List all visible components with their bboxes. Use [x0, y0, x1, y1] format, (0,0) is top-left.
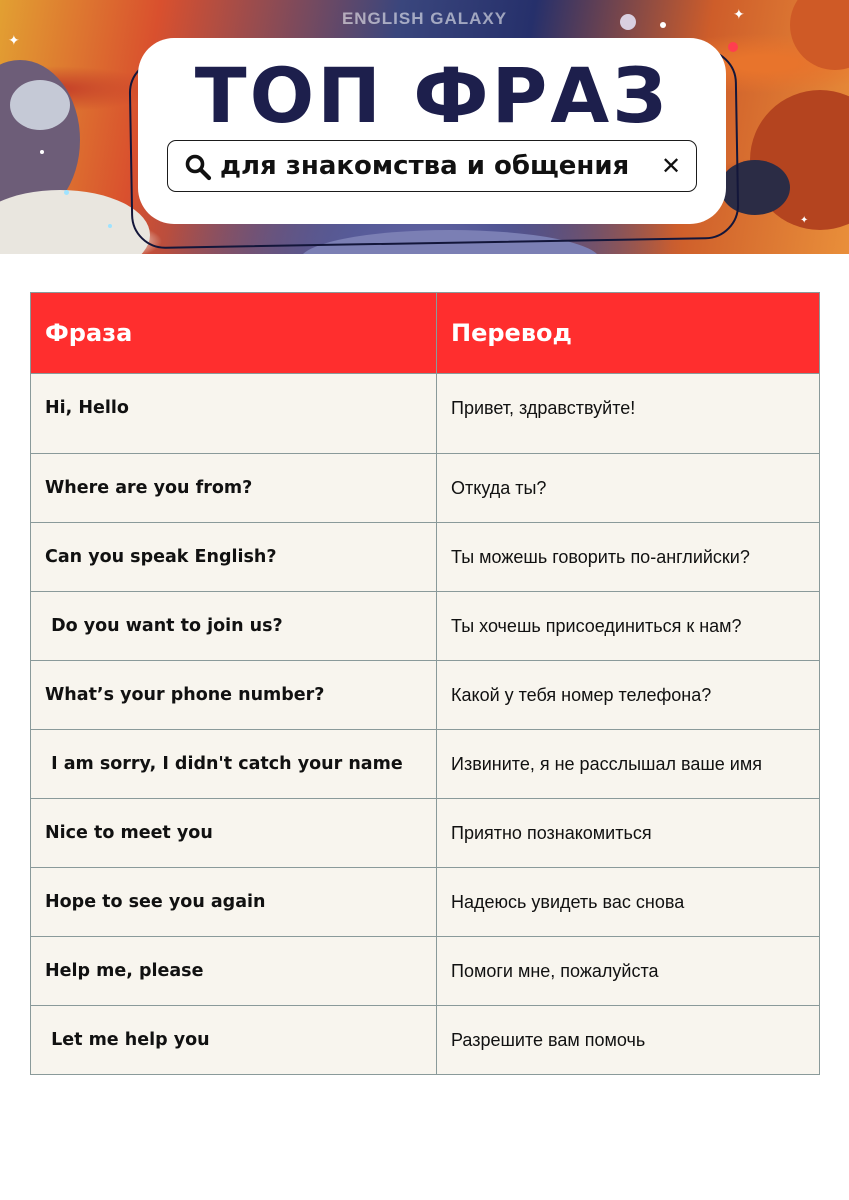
star-icon: ✦ — [733, 7, 745, 23]
phrase-cell: Where are you from? — [31, 454, 437, 523]
table-row — [31, 592, 820, 661]
phrase-cell: Let me help you — [31, 1006, 437, 1075]
table-row — [31, 937, 820, 1006]
column-header-phrase: Фраза — [31, 293, 437, 374]
table-row — [31, 454, 820, 523]
translation-cell: Надеюсь увидеть вас снова — [437, 868, 820, 937]
table-row — [31, 799, 820, 868]
phrase-cell: Help me, please — [31, 937, 437, 1006]
search-bar — [167, 140, 697, 192]
translation-cell: Откуда ты? — [437, 454, 820, 523]
translation-cell: Извините, я не расслышал ваше имя — [437, 730, 820, 799]
column-header-translation: Перевод — [437, 293, 820, 374]
star-dot — [728, 42, 738, 52]
phrase-cell: Hope to see you again — [31, 868, 437, 937]
translation-cell: Ты хочешь присоединиться к нам? — [437, 592, 820, 661]
phrase-cell: Can you speak English? — [31, 523, 437, 592]
translation-cell: Помоги мне, пожалуйста — [437, 937, 820, 1006]
phrases-table — [30, 292, 820, 1075]
brand-logo: ENGLISH GALAXY — [341, 9, 508, 28]
star-dot — [40, 150, 44, 154]
translation-cell: Разрешите вам помочь — [437, 1006, 820, 1075]
planet-rock-left-light — [10, 80, 70, 130]
translation-cell: Какой у тебя номер телефона? — [437, 661, 820, 730]
star-icon: ✦ — [8, 33, 20, 49]
phrase-cell: Do you want to join us? — [31, 592, 437, 661]
star-dot — [64, 190, 69, 195]
planet-rock-bottom-left — [0, 190, 150, 254]
phrase-cell: What’s your phone number? — [31, 661, 437, 730]
search-icon — [184, 153, 212, 181]
star-icon: ✦ — [800, 215, 809, 226]
header-banner — [0, 0, 849, 254]
search-query-text: для знакомства и общения — [220, 151, 630, 181]
phrase-cell: Nice to meet you — [31, 799, 437, 868]
table-row — [31, 730, 820, 799]
table-row — [31, 374, 820, 454]
table-row — [31, 661, 820, 730]
translation-cell: Привет, здравствуйте! — [437, 374, 820, 454]
phrase-cell: I am sorry, I didn't catch your name — [31, 730, 437, 799]
page-title: ТОП ФРАЗ — [194, 51, 670, 140]
phrase-cell: Hi, Hello — [31, 374, 437, 454]
translation-cell: Ты можешь говорить по-английски? — [437, 523, 820, 592]
close-icon: ✕ — [660, 152, 682, 180]
table-header-row — [31, 293, 820, 374]
table-row — [31, 1006, 820, 1075]
star-dot — [108, 224, 112, 228]
translation-cell: Приятно познакомиться — [437, 799, 820, 868]
table-row — [31, 523, 820, 592]
table-row — [31, 868, 820, 937]
